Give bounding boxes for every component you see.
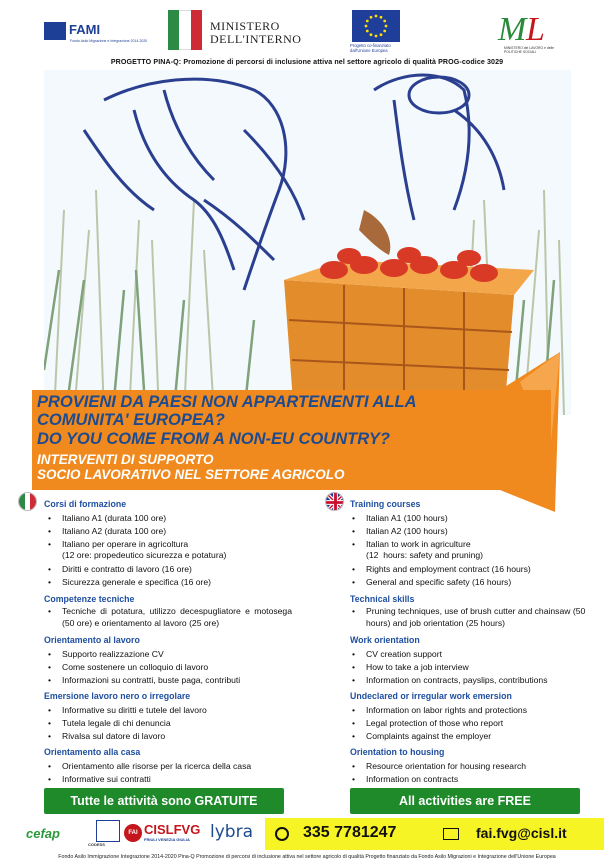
section-title-emersion: Undeclared or irregular work emersion	[350, 691, 512, 701]
list-item: • Supporto realizzazione CV	[62, 649, 164, 661]
section-title-housing: Orientamento alla casa	[44, 747, 141, 757]
banner-subtitle-1: INTERVENTI DI SUPPORTO	[37, 452, 214, 467]
cisl-label: CISLFVG	[144, 822, 201, 837]
list-item: • Informative sui contratti	[62, 774, 151, 786]
phone-number[interactable]: 335 7781247	[303, 824, 397, 841]
hero-illustration	[44, 70, 571, 415]
list-item: • Information on contracts, payslips, contributions	[366, 675, 548, 687]
codess-mark-icon	[96, 820, 120, 842]
free-banner-it: Tutte le attività sono GRATUITE	[44, 788, 284, 814]
phone-icon	[275, 827, 289, 841]
title-banner	[32, 390, 551, 490]
fai-badge: FAI	[124, 824, 142, 842]
list-item: • Italian A2 (100 hours)	[366, 526, 448, 538]
list-item: • Tutela legale di chi denuncia	[62, 718, 171, 730]
list-item: • Resource orientation for housing research	[366, 761, 526, 773]
funding-note: Fondo Asilo Immigrazione Integrazione 2014-2020 Pina-Q Promozione di percorsi di inclusione attiva nel settore agricolo di qualità Progetto finanziato da Fondo Asilo Migrazioni e Integrazione dell'Unione Europea	[58, 854, 556, 860]
section-title-housing: Orientation to housing	[350, 747, 445, 757]
contact-box	[265, 818, 604, 850]
italian-flag-icon	[168, 10, 202, 50]
header-logos	[0, 6, 614, 58]
list-item: • Italian to work in agriculture	[366, 539, 471, 551]
fami-label: FAMI	[69, 22, 101, 37]
section-title-work: Orientamento al lavoro	[44, 635, 140, 645]
list-item: • Rights and employment contract (16 hours)	[366, 564, 531, 576]
banner-question-en: DO YOU COME FROM A NON-EU COUNTRY?	[37, 430, 390, 448]
eu-caption: Progetto co-finanziato dall'Unione Europea	[350, 43, 391, 53]
list-item: • Rivalsa sul datore di lavoro	[62, 731, 165, 743]
ministero-interno-logo	[168, 10, 308, 54]
lybra-logo: lybra	[210, 822, 253, 842]
lavoro-caption: MINISTERO del LAVORO e delle POLITICHE SOCIALI	[504, 46, 555, 54]
list-item: • Information on contracts	[366, 774, 458, 786]
list-item: • Legal protection of those who report	[366, 718, 503, 730]
list-item: • Italian A1 (100 hours)	[366, 513, 448, 525]
list-item: • Complaints against the employer	[366, 731, 491, 743]
banner-question-it-2: COMUNITA' EUROPEA?	[37, 411, 225, 429]
list-item: • Italiano A1 (durata 100 ore)	[62, 513, 166, 525]
free-banner-en: All activities are FREE	[350, 788, 580, 814]
list-item-continuation: (12 ore: propedeutico sicurezza e potatura)	[62, 550, 227, 560]
list-item: • How to take a job interview	[366, 662, 469, 674]
codess-logo	[88, 820, 128, 852]
section-title-training: Training courses	[350, 499, 421, 509]
project-title: PROGETTO PINA-Q: Promozione di percorsi di inclusione attiva nel settore agricolo di qualità PROG-codice 3029	[110, 58, 504, 66]
list-item: • Diritti e contratto di lavoro (16 ore)	[62, 564, 192, 576]
fami-logo	[44, 20, 148, 50]
ministero-lavoro-logo	[492, 10, 572, 60]
list-item: • Pruning techniques, use of brush cutter and chainsaw (50 hours) and job orientation (25 hours)	[366, 606, 601, 629]
list-item: • Tecniche di potatura, utilizzo decespugliatore e motosega (50 ore) e orientamento al lavoro (25 ore)	[62, 606, 292, 629]
uk-flag-icon	[325, 492, 344, 511]
list-item-continuation: (12 hours: safety and pruning)	[366, 550, 484, 560]
codess-label: CODESS	[88, 842, 105, 847]
svg-text:L: L	[526, 11, 545, 46]
ml-monogram-icon	[492, 10, 552, 46]
list-item: • General and specific safety (16 hours)	[366, 577, 511, 589]
banner-question-it-1: PROVIENI DA PAESI NON APPARTENENTI ALLA	[37, 393, 417, 411]
list-item: • Information on labor rights and protections	[366, 705, 527, 717]
banner-subtitle-2: SOCIO LAVORATIVO NEL SETTORE AGRICOLO	[37, 467, 345, 482]
email-address[interactable]: fai.fvg@cisl.it	[476, 825, 567, 841]
italian-flag-icon	[18, 492, 37, 511]
section-title-emersion: Emersione lavoro nero o irregolare	[44, 691, 191, 701]
ministero-line1: MINISTERO	[210, 19, 280, 33]
list-item: • Come sostenere un colloquio di lavoro	[62, 662, 208, 674]
list-item: • Informative su diritti e tutele del lavoro	[62, 705, 207, 717]
section-title-skills: Competenze tecniche	[44, 594, 135, 604]
list-item: • Italiano per operare in agricoltura	[62, 539, 188, 551]
eu-flag-icon	[352, 10, 400, 42]
section-title-training: Corsi di formazione	[44, 499, 127, 509]
fai-cisl-logo	[124, 822, 204, 854]
eu-cofunding-logo	[350, 10, 402, 62]
list-item: • Italiano A2 (durata 100 ore)	[62, 526, 166, 538]
cefap-logo: cefap	[26, 826, 60, 841]
ministero-line2: DELL'INTERNO	[210, 32, 302, 46]
fvg-sub: FRIULI VENEZIA GIULIA	[144, 837, 190, 842]
eu-stars-icon	[44, 22, 66, 40]
footer-logos	[18, 818, 614, 852]
mail-icon	[443, 828, 459, 840]
list-item: • Orientamento alle risorse per la ricerca della casa	[62, 761, 251, 773]
list-item: • CV creation support	[366, 649, 442, 661]
section-title-work: Work orientation	[350, 635, 420, 645]
list-item: • Sicurezza generale e specifica (16 ore)	[62, 577, 211, 589]
fami-subtitle: Fondo Asilo Migrazione e Integrazione 2014-2020	[70, 39, 148, 43]
section-title-skills: Technical skills	[350, 594, 415, 604]
list-item: • Informazioni su contratti, buste paga, contributi	[62, 675, 240, 687]
svg-text:M: M	[498, 11, 527, 46]
